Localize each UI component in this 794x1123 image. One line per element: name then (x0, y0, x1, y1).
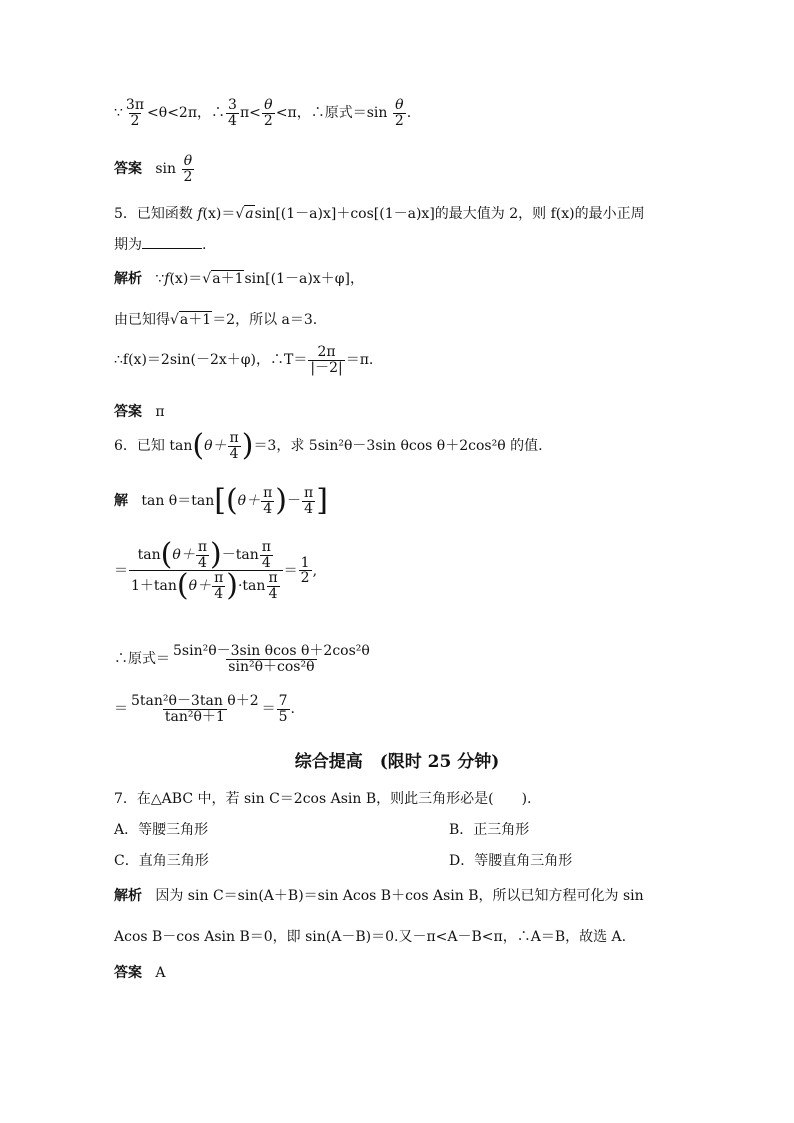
numerator: π (263, 485, 273, 501)
solution-7-line-2 (114, 926, 626, 946)
text: ＝ (114, 562, 128, 579)
denominator: 2 (183, 168, 193, 185)
denominator: 2 (263, 112, 273, 129)
option-a (114, 819, 208, 839)
solution-5-line-1: 解析 ∵f(x)＝√a＋1sin[(1－a)x＋φ]， (114, 271, 364, 287)
denominator (129, 568, 283, 604)
text: ＝ (261, 701, 276, 718)
denominator: 4 (197, 554, 207, 571)
text: tan (137, 547, 161, 564)
text: C．直角三角形 (114, 853, 209, 869)
option-c (114, 850, 209, 870)
fraction (261, 486, 274, 516)
text: 7．在△ABC 中，若 sin C＝2cos Asin B，则此三角形必是( ). (114, 791, 532, 807)
text: Acos B－cos Asin B＝0，即 sin(A－B)＝0.又－π<A－B<π，∴A＝B，故选 A. (114, 929, 627, 945)
solution-label: 解 (114, 493, 128, 510)
solution-6-line-4 (114, 694, 295, 724)
numerator: 5tan²θ－3tan θ＋2 (131, 693, 259, 709)
solution-5-line-3 (114, 345, 373, 375)
text: (x)＝ (169, 271, 203, 287)
paren: ( (176, 568, 189, 604)
fraction (299, 556, 312, 586)
option-b (449, 819, 529, 839)
text: f (164, 271, 170, 287)
text: θ＋ (237, 493, 261, 510)
text: ＝2，所以 a＝3. (212, 312, 318, 328)
text: ∵ (155, 271, 165, 287)
solution-6-line-2 (114, 537, 318, 604)
denominator: tan²θ＋1 (164, 708, 225, 725)
text: 由已知得 (114, 312, 170, 328)
text: sin (155, 161, 181, 178)
solution-6-line-3 (114, 644, 373, 674)
numerator: π (304, 485, 314, 501)
text: (x)＝ (202, 206, 236, 222)
numerator: 1 (300, 554, 310, 571)
text: f (197, 206, 203, 222)
text: 因为 sin C＝sin(A＋B)＝sin Acos B＋cos Asin B，所以已知方程可化为 sin (155, 888, 644, 904)
solution-label: 解析 (114, 888, 142, 904)
paren: ) (210, 537, 222, 573)
text: ·tan (237, 578, 266, 595)
denominator: 4 (304, 500, 314, 517)
denominator: 2 (300, 570, 310, 587)
fraction (124, 98, 146, 128)
numerator: 2π (317, 344, 336, 360)
solution-label: 解析 (114, 271, 142, 287)
numerator: 3 (228, 97, 237, 113)
paren: ( (160, 537, 173, 573)
text: <π，∴原式＝sin (275, 105, 392, 122)
text: ∴f(x)＝2sin(－2x＋φ)，∴T＝ (114, 352, 308, 369)
denominator: 4 (268, 586, 278, 603)
bracket: ] (316, 483, 328, 519)
text: 1＋tan (131, 578, 177, 595)
text: tan θ＝tan (141, 493, 215, 510)
solution-7-line-1 (114, 885, 644, 905)
paren: ) (226, 568, 238, 604)
text: B．正三角形 (449, 822, 530, 838)
numerator: θ (395, 97, 404, 113)
numerator: π (214, 570, 224, 587)
text: ＝π. (345, 352, 374, 369)
answer-line-5 (114, 401, 165, 421)
text: A．等腰三角形 (114, 822, 209, 838)
text: ＝3，求 5sin²θ－3sin θcos θ＋2cos²θ 的值. (253, 438, 543, 455)
fraction (182, 154, 195, 184)
big-fraction (129, 537, 283, 604)
text: π< (239, 105, 261, 122)
fraction (302, 486, 315, 516)
answer-value: A (155, 965, 166, 981)
solution-line-1 (114, 98, 411, 128)
text: 期为 (114, 237, 142, 253)
text: 5．已知函数 (114, 206, 198, 222)
numerator: 7 (278, 693, 288, 709)
text: 6．已知 tan (114, 438, 193, 455)
fraction (212, 571, 225, 601)
denominator: 2 (130, 112, 140, 129)
text: . (290, 701, 295, 718)
fraction (226, 98, 239, 128)
sqrt-content: a＋1 (179, 312, 212, 328)
denominator: 4 (263, 500, 273, 517)
fraction (277, 694, 290, 724)
paren: ) (275, 483, 288, 519)
answer-line-7 (114, 962, 165, 982)
answer-value: π (155, 404, 165, 420)
text: ∴原式＝ (114, 651, 170, 668)
text: D．等腰直角三角形 (449, 853, 573, 869)
answer-label: 答案 (114, 404, 142, 420)
question-6 (114, 428, 543, 464)
fraction (129, 694, 261, 724)
question-5-line-1: 5．已知函数 f(x)＝√asin[(1－a)x]＋cos[(1－a)x]的最大值为 2，则 f(x)的最小正周 (114, 206, 645, 222)
question-5-line-2 (114, 234, 206, 254)
fraction (260, 540, 273, 570)
fraction (393, 98, 406, 128)
denominator: 4 (229, 445, 239, 462)
fraction (266, 571, 279, 601)
answer-line-4 (114, 154, 195, 184)
fraction (228, 431, 241, 461)
numerator: π (268, 570, 278, 587)
paren: ) (241, 428, 254, 464)
numerator (136, 537, 276, 573)
text: sin[(1－a)x＋φ]， (244, 271, 364, 287)
denominator: 4 (228, 112, 237, 129)
numerator: θ (264, 97, 273, 113)
answer-label: 答案 (114, 965, 142, 981)
denominator: 4 (261, 554, 271, 571)
fraction (196, 540, 209, 570)
text: . (202, 237, 207, 253)
numerator: 3π (125, 97, 145, 113)
paren: ( (192, 428, 205, 464)
text: θ＋ (172, 547, 195, 564)
section-heading: 综合提高 (限时 25 分钟) (294, 752, 500, 772)
answer-label: 答案 (114, 161, 142, 178)
fraction (171, 644, 372, 674)
paren: ( (225, 483, 238, 519)
sqrt-content: a (245, 206, 254, 222)
numerator: π (229, 430, 239, 446)
fraction (308, 345, 344, 375)
denominator: 4 (214, 586, 224, 603)
answer-blank (142, 236, 202, 249)
denominator: |－2| (310, 359, 343, 376)
numerator: θ (183, 153, 193, 169)
solution-5-line-2: 由已知得√a＋1＝2，所以 a＝3. (114, 312, 318, 328)
question-7 (114, 788, 532, 808)
text: sin[(1－a)x]＋cos[(1－a)x]的最大值为 2，则 f(x)的最小正周 (254, 206, 645, 222)
sqrt-content: a＋1 (212, 271, 244, 287)
text: θ＋ (204, 438, 227, 455)
option-d (449, 850, 572, 870)
text: , (312, 562, 318, 579)
denominator: sin²θ＋cos²θ (228, 658, 315, 675)
solution-6-line-1 (114, 483, 328, 519)
denominator: 2 (394, 112, 404, 129)
numerator: π (197, 539, 208, 555)
text: <θ<2π，∴ (147, 105, 226, 122)
bracket: [ (214, 483, 226, 519)
denominator: 5 (278, 708, 288, 725)
fraction (262, 98, 275, 128)
text: －tan (221, 547, 259, 564)
text: ∵ (114, 105, 123, 122)
text: . (406, 105, 412, 122)
text: ＝ (114, 701, 128, 718)
numerator: π (261, 539, 271, 555)
text: θ＋ (188, 578, 212, 595)
text: ＝ (283, 562, 298, 579)
numerator: 5sin²θ－3sin θcos θ＋2cos²θ (173, 643, 370, 659)
text: － (287, 493, 302, 510)
